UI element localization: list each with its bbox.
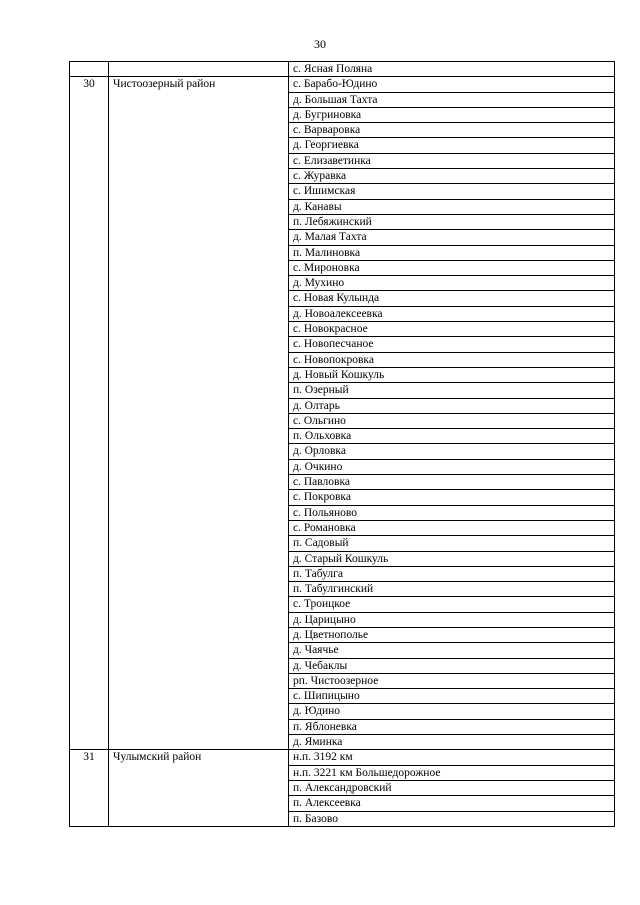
settlement-cell: п. Лебяжинский (289, 214, 615, 229)
settlement-cell: с. Елизаветинка (289, 153, 615, 168)
settlement-cell: рп. Чистоозерное (289, 673, 615, 688)
settlement-cell: п. Табулгинский (289, 582, 615, 597)
district-number-cell (70, 62, 109, 77)
settlement-cell: с. Польяново (289, 505, 615, 520)
settlement-cell: с. Романовка (289, 520, 615, 535)
settlement-cell: д. Канавы (289, 199, 615, 214)
district-number-cell: 31 (70, 750, 109, 826)
settlement-cell: н.п. 3192 км (289, 750, 615, 765)
district-number-cell: 30 (70, 77, 109, 750)
table-body (70, 62, 615, 827)
page-number: 30 (314, 37, 326, 51)
settlement-cell: п. Табулга (289, 566, 615, 581)
settlement-cell: д. Орловка (289, 444, 615, 459)
settlements-table (69, 61, 615, 827)
settlement-cell: с. Павловка (289, 475, 615, 490)
settlement-cell: с. Новопокровка (289, 352, 615, 367)
settlement-cell: д. Цветнополье (289, 627, 615, 642)
settlement-cell: с. Троицкое (289, 597, 615, 612)
district-name-cell (109, 62, 289, 77)
settlement-cell: д. Новый Кошкуль (289, 367, 615, 382)
settlement-cell: д. Бугриновка (289, 107, 615, 122)
settlement-cell: с. Барабо-Юдино (289, 77, 615, 92)
settlement-cell: д. Юдино (289, 704, 615, 719)
settlement-cell: п. Алексеевка (289, 796, 615, 811)
settlement-cell: д. Большая Тахта (289, 92, 615, 107)
settlement-cell: с. Ясная Поляна (289, 62, 615, 77)
settlement-cell: д. Олтарь (289, 398, 615, 413)
district-name-cell: Чулымский район (109, 750, 289, 826)
table-row (70, 62, 615, 77)
settlement-cell: с. Варваровка (289, 123, 615, 138)
settlement-cell: п. Озерный (289, 383, 615, 398)
settlement-cell: д. Чебаклы (289, 658, 615, 673)
settlement-cell: д. Старый Кошкуль (289, 551, 615, 566)
settlement-cell: с. Новая Кулында (289, 291, 615, 306)
settlement-cell: д. Царицыно (289, 612, 615, 627)
settlement-cell: д. Малая Тахта (289, 230, 615, 245)
settlement-cell: п. Базово (289, 811, 615, 826)
settlement-cell: н.п. 3221 км Большедорожное (289, 765, 615, 780)
settlement-cell: п. Малиновка (289, 245, 615, 260)
settlement-cell: с. Ольгино (289, 413, 615, 428)
settlement-cell: п. Садовый (289, 536, 615, 551)
settlement-cell: с. Мироновка (289, 260, 615, 275)
settlement-cell: п. Александровский (289, 780, 615, 795)
table-row (70, 750, 615, 765)
table-row (70, 77, 615, 92)
settlement-cell: д. Очкино (289, 459, 615, 474)
settlement-cell: с. Новопесчаное (289, 337, 615, 352)
settlement-cell: д. Яминка (289, 735, 615, 750)
settlement-cell: с. Покровка (289, 490, 615, 505)
settlement-cell: с. Журавка (289, 169, 615, 184)
settlement-cell: д. Георгиевка (289, 138, 615, 153)
settlement-cell: с. Шипицыно (289, 689, 615, 704)
settlement-cell: с. Ишимская (289, 184, 615, 199)
district-name-cell: Чистоозерный район (109, 77, 289, 750)
settlement-cell: п. Ольховка (289, 429, 615, 444)
settlement-cell: д. Мухино (289, 276, 615, 291)
settlement-cell: с. Новокрасное (289, 322, 615, 337)
settlement-cell: п. Яблоневка (289, 719, 615, 734)
settlement-cell: д. Новоалексеевка (289, 306, 615, 321)
settlement-cell: д. Чаячье (289, 643, 615, 658)
